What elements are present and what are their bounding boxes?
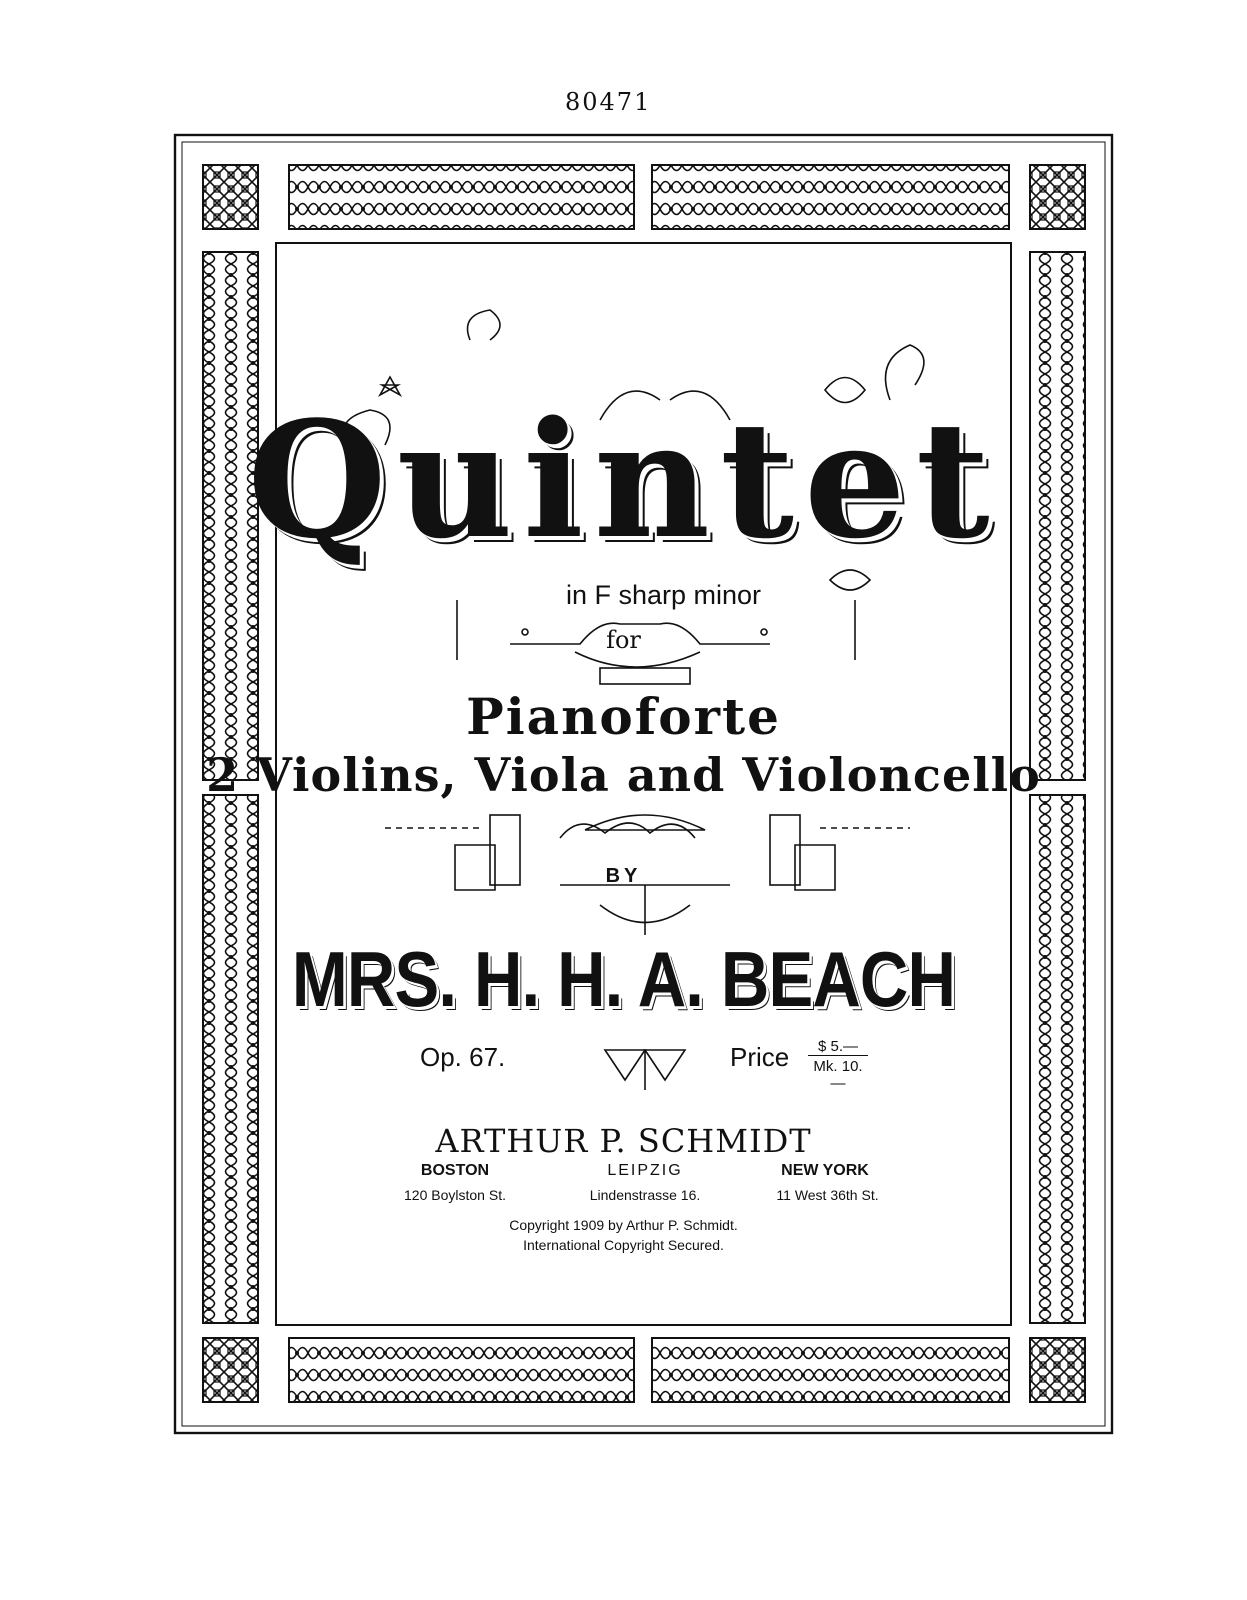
office-boston-address: 120 Boylston St. [404, 1187, 506, 1203]
office-leipzig-city: LEIPZIG [607, 1162, 683, 1179]
opus-number: Op. 67. [420, 1042, 506, 1072]
price-ornament [605, 1050, 685, 1090]
office-newyork-address: 11 West 36th St. [776, 1187, 879, 1203]
corner-ornament-bottom-left [203, 1338, 258, 1402]
price-mark: Mk. 10.— [813, 1058, 863, 1092]
copyright-line-2: International Copyright Secured. [523, 1237, 724, 1253]
office-newyork-city: NEW YORK [781, 1162, 869, 1179]
composer-name: MRS. H. H. A. BEACH [291, 935, 956, 1023]
instruments-line-1: Pianoforte [466, 687, 781, 746]
title-for: for [606, 626, 641, 654]
corner-ornament-top-right [1030, 165, 1085, 229]
title-key: in F sharp minor [565, 580, 762, 610]
instruments-line-2: 2 Violins, Viola and Violoncello [206, 748, 1041, 802]
copyright-line-1: Copyright 1909 by Arthur P. Schmidt. [509, 1217, 738, 1233]
price-label: Price [730, 1042, 790, 1072]
office-leipzig-address: Lindenstrasse 16. [589, 1187, 701, 1203]
corner-ornament-bottom-right [1030, 1338, 1085, 1402]
corner-ornament-top-left [203, 165, 258, 229]
publisher-name: ARTHUR P. SCHMIDT [435, 1122, 812, 1160]
shelfmark: 80471 [565, 88, 652, 116]
by-label: BY [605, 865, 642, 887]
title-main: Quintet [247, 386, 1000, 574]
price-usd: $ 5.— [808, 1038, 868, 1056]
office-boston-city: BOSTON [420, 1162, 490, 1179]
